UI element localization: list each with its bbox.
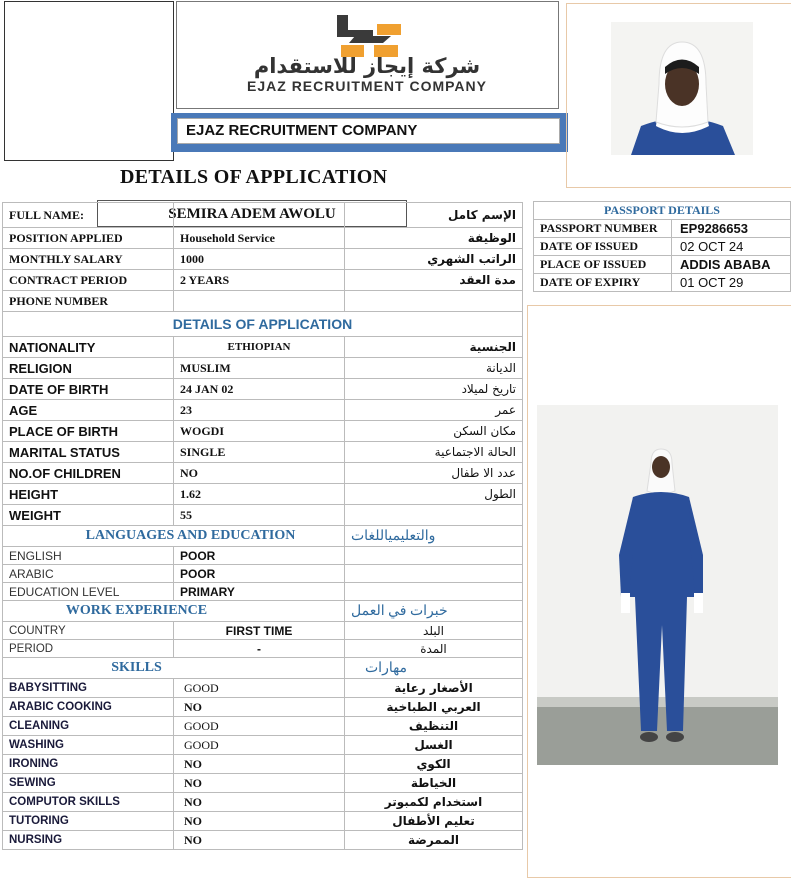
skill-label: COMPUTOR SKILLS — [3, 793, 174, 812]
full-name-ar: الإسم كامل — [345, 203, 523, 228]
table-row — [3, 484, 523, 505]
passport-label: PLACE OF ISSUED — [534, 256, 672, 274]
table-row — [3, 565, 523, 583]
empty-cell — [345, 583, 523, 601]
work-heading: WORK EXPERIENCE — [3, 601, 345, 622]
table-row — [3, 622, 523, 640]
portrait-photo — [566, 3, 791, 188]
language-label: ENGLISH — [3, 547, 174, 565]
passport-value: 02 OCT 24 — [672, 238, 791, 256]
field-value: 24 JAN 02 — [174, 379, 345, 400]
full-name-value: SEMIRA ADEM AWOLU — [97, 200, 407, 227]
table-row — [3, 400, 523, 421]
table-row — [3, 505, 523, 526]
table-row — [3, 228, 523, 249]
table-row — [3, 640, 523, 658]
field-label-ar: الديانة — [345, 358, 523, 379]
table-row — [3, 337, 523, 358]
skill-value: GOOD — [174, 736, 345, 755]
company-logo — [176, 1, 559, 109]
full-body-image — [537, 405, 778, 765]
skill-value: GOOD — [174, 679, 345, 698]
table-row — [3, 547, 523, 565]
field-label: PHONE NUMBER — [3, 291, 174, 312]
company-english-name: EJAZ RECRUITMENT COMPANY — [247, 78, 487, 94]
skill-label-ar: التنظيف — [345, 717, 523, 736]
table-row — [3, 774, 523, 793]
skill-label-ar: تعليم الأطفال — [345, 812, 523, 831]
skill-value: GOOD — [174, 717, 345, 736]
field-label: MONTHLY SALARY — [3, 249, 174, 270]
passport-heading-row — [534, 202, 791, 220]
skill-label: TUTORING — [3, 812, 174, 831]
empty-cell — [345, 565, 523, 583]
skill-label-ar: الأصغار رعاية — [345, 679, 523, 698]
details-heading: DETAILS OF APPLICATION — [3, 312, 523, 337]
work-label: PERIOD — [3, 640, 174, 658]
skill-label-ar: الغسل — [345, 736, 523, 755]
company-arabic-name: شركة إيجاز للاستقدام — [253, 54, 481, 78]
table-row — [3, 442, 523, 463]
passport-heading: PASSPORT DETAILS — [534, 202, 791, 220]
skill-label-ar: الكوي — [345, 755, 523, 774]
skill-label-ar: العربي الطباخية — [345, 698, 523, 717]
full-body-photo — [527, 305, 791, 878]
work-value: - — [174, 640, 345, 658]
application-table — [2, 202, 523, 850]
field-label-ar — [345, 291, 523, 312]
field-label: CONTRACT PERIOD — [3, 270, 174, 291]
field-label: AGE — [3, 400, 174, 421]
table-row — [3, 583, 523, 601]
field-label: NATIONALITY — [3, 337, 174, 358]
field-value: 1.62 — [174, 484, 345, 505]
work-value: FIRST TIME — [174, 622, 345, 640]
table-row — [3, 717, 523, 736]
table-row — [3, 812, 523, 831]
skill-label: SEWING — [3, 774, 174, 793]
table-row — [3, 203, 523, 228]
company-name-bar — [171, 113, 568, 152]
skill-label: IRONING — [3, 755, 174, 774]
field-label: WEIGHT — [3, 505, 174, 526]
table-row — [3, 698, 523, 717]
skills-heading-row — [3, 658, 523, 679]
field-label-ar: تاريخ لميلاد — [345, 379, 523, 400]
passport-label: DATE OF ISSUED — [534, 238, 672, 256]
field-value: ETHIOPIAN — [174, 337, 345, 358]
work-label-ar: البلد — [345, 622, 523, 640]
field-value: Household Service — [174, 228, 345, 249]
field-label-ar: الطول — [345, 484, 523, 505]
passport-label: DATE OF EXPIRY — [534, 274, 672, 292]
passport-value: ADDIS ABABA — [672, 256, 791, 274]
skill-label-ar: استخدام لكمبوتر — [345, 793, 523, 812]
work-heading-row — [3, 601, 523, 622]
field-label: RELIGION — [3, 358, 174, 379]
field-value: 23 — [174, 400, 345, 421]
field-value: 1000 — [174, 249, 345, 270]
table-row — [3, 463, 523, 484]
table-row — [3, 291, 523, 312]
table-row — [534, 274, 791, 292]
table-row — [3, 831, 523, 850]
field-label-ar: الجنسية — [345, 337, 523, 358]
table-row — [3, 379, 523, 400]
field-value: SINGLE — [174, 442, 345, 463]
empty-cell — [345, 547, 523, 565]
field-label-ar: الحالة الاجتماعية — [345, 442, 523, 463]
field-label: HEIGHT — [3, 484, 174, 505]
skill-label: BABYSITTING — [3, 679, 174, 698]
field-label-ar: عدد الا طفال — [345, 463, 523, 484]
skill-label: WASHING — [3, 736, 174, 755]
table-row — [3, 249, 523, 270]
field-label-ar: عمر — [345, 400, 523, 421]
language-value: POOR — [174, 565, 345, 583]
field-label-ar: الراتب الشهري — [345, 249, 523, 270]
field-value — [174, 291, 345, 312]
skill-label-ar: الخياطة — [345, 774, 523, 793]
field-value: 55 — [174, 505, 345, 526]
field-value: WOGDI — [174, 421, 345, 442]
skill-label: ARABIC COOKING — [3, 698, 174, 717]
full-name-label: FULL NAME: — [3, 203, 174, 228]
skill-label-ar: الممرضة — [345, 831, 523, 850]
table-row — [3, 270, 523, 291]
passport-label: PASSPORT NUMBER — [534, 220, 672, 238]
table-row — [3, 755, 523, 774]
skills-heading-ar: مهارات — [345, 658, 523, 679]
field-label-ar — [345, 505, 523, 526]
work-heading-ar: خبرات في العمل — [345, 601, 523, 622]
language-label: EDUCATION LEVEL — [3, 583, 174, 601]
skill-value: NO — [174, 774, 345, 793]
skill-label: CLEANING — [3, 717, 174, 736]
field-value: NO — [174, 463, 345, 484]
languages-heading: LANGUAGES AND EDUCATION — [3, 526, 345, 547]
table-row — [3, 736, 523, 755]
table-row — [534, 256, 791, 274]
blank-box — [4, 1, 174, 161]
table-row — [534, 238, 791, 256]
field-label: POSITION APPLIED — [3, 228, 174, 249]
skill-value: NO — [174, 831, 345, 850]
portrait-image — [611, 22, 753, 155]
table-row — [3, 421, 523, 442]
passport-value: EP9286653 — [672, 220, 791, 238]
language-value: POOR — [174, 547, 345, 565]
skills-heading: SKILLS — [3, 658, 345, 679]
language-label: ARABIC — [3, 565, 174, 583]
languages-heading-row — [3, 526, 523, 547]
field-label: DATE OF BIRTH — [3, 379, 174, 400]
field-value: MUSLIM — [174, 358, 345, 379]
company-name-text: EJAZ RECRUITMENT COMPANY — [177, 118, 560, 144]
skill-value: NO — [174, 698, 345, 717]
work-label: COUNTRY — [3, 622, 174, 640]
table-row — [3, 793, 523, 812]
skill-value: NO — [174, 812, 345, 831]
skill-value: NO — [174, 755, 345, 774]
languages-heading-ar: والتعليمياللغات — [345, 526, 523, 547]
field-label-ar: مكان السكن — [345, 421, 523, 442]
skill-label: NURSING — [3, 831, 174, 850]
skill-value: NO — [174, 793, 345, 812]
passport-value: 01 OCT 29 — [672, 274, 791, 292]
field-label-ar: مدة العقد — [345, 270, 523, 291]
language-value: PRIMARY — [174, 583, 345, 601]
field-label: NO.OF CHILDREN — [3, 463, 174, 484]
table-row — [3, 358, 523, 379]
field-label-ar: الوظيفة — [345, 228, 523, 249]
field-label: MARITAL STATUS — [3, 442, 174, 463]
passport-table — [533, 201, 791, 292]
field-value: 2 YEARS — [174, 270, 345, 291]
work-label-ar: المدة — [345, 640, 523, 658]
details-heading-row — [3, 312, 523, 337]
page-title: DETAILS OF APPLICATION — [120, 166, 388, 188]
table-row — [3, 679, 523, 698]
field-label: PLACE OF BIRTH — [3, 421, 174, 442]
table-row — [534, 220, 791, 238]
